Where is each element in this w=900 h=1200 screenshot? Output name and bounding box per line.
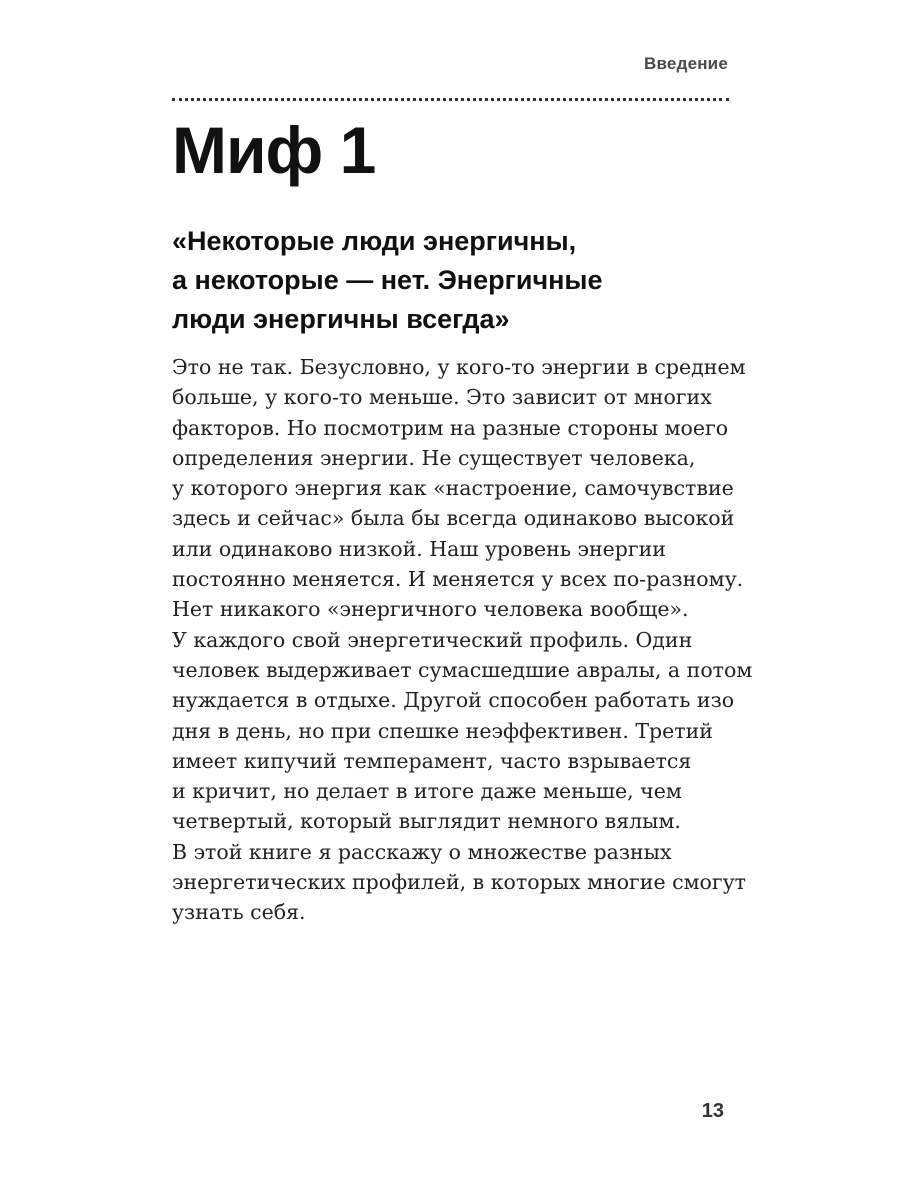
subtitle-line: «Некоторые люди энергичны, — [172, 226, 577, 256]
body-line: нуждается в отдыхе. Другой способен работать изо — [172, 688, 735, 713]
body-paragraph — [172, 352, 753, 928]
running-head: Введение — [644, 54, 728, 73]
page-number: 13 — [701, 1100, 724, 1122]
subtitle-line: а некоторые — нет. Энергичные — [172, 265, 603, 295]
body-line: факторов. Но посмотрим на разные стороны моего — [172, 415, 729, 440]
body-line: Это не так. Безусловно, у кого-то энергии в среднем — [172, 355, 746, 379]
body-line: энергетических профилей, в которых многие смогут — [172, 870, 747, 895]
body-line: Нет никакого «энергичного человека вообще». — [172, 597, 689, 622]
body-line: или одинаково низкой. Наш уровень энергии — [172, 536, 666, 561]
chapter-title: Миф 1 — [172, 113, 376, 187]
body-line: определения энергии. Не существует человека, — [172, 445, 696, 470]
body-line: имеет кипучий темперамент, часто взрывается — [172, 748, 692, 773]
chapter-subtitle — [172, 222, 732, 339]
body-line: У каждого свой энергетический профиль. Один — [172, 627, 693, 652]
body-line: узнать себя. — [172, 900, 306, 925]
body-line: здесь и сейчас» была бы всегда одинаково высокой — [172, 506, 735, 531]
subtitle-line: люди энергичны всегда» — [172, 304, 510, 334]
body-line: В этой книге я расскажу о множестве разных — [172, 839, 672, 864]
dotted-divider — [172, 98, 729, 101]
body-line: четвертый, который выглядит немного вялым. — [172, 809, 681, 834]
body-line: больше, у кого-то меньше. Это зависит от многих — [172, 385, 712, 410]
body-line: и кричит, но делает в итоге даже меньше, чем — [172, 779, 682, 804]
body-line: постоянно меняется. И меняется у всех по-разному. — [172, 567, 744, 592]
body-line: человек выдерживает сумасшедшие авралы, а потом — [172, 657, 753, 682]
body-line: дня в день, но при спешке неэффективен. Третий — [172, 718, 713, 743]
body-line: у которого энергия как «настроение, самочувствие — [172, 476, 734, 501]
